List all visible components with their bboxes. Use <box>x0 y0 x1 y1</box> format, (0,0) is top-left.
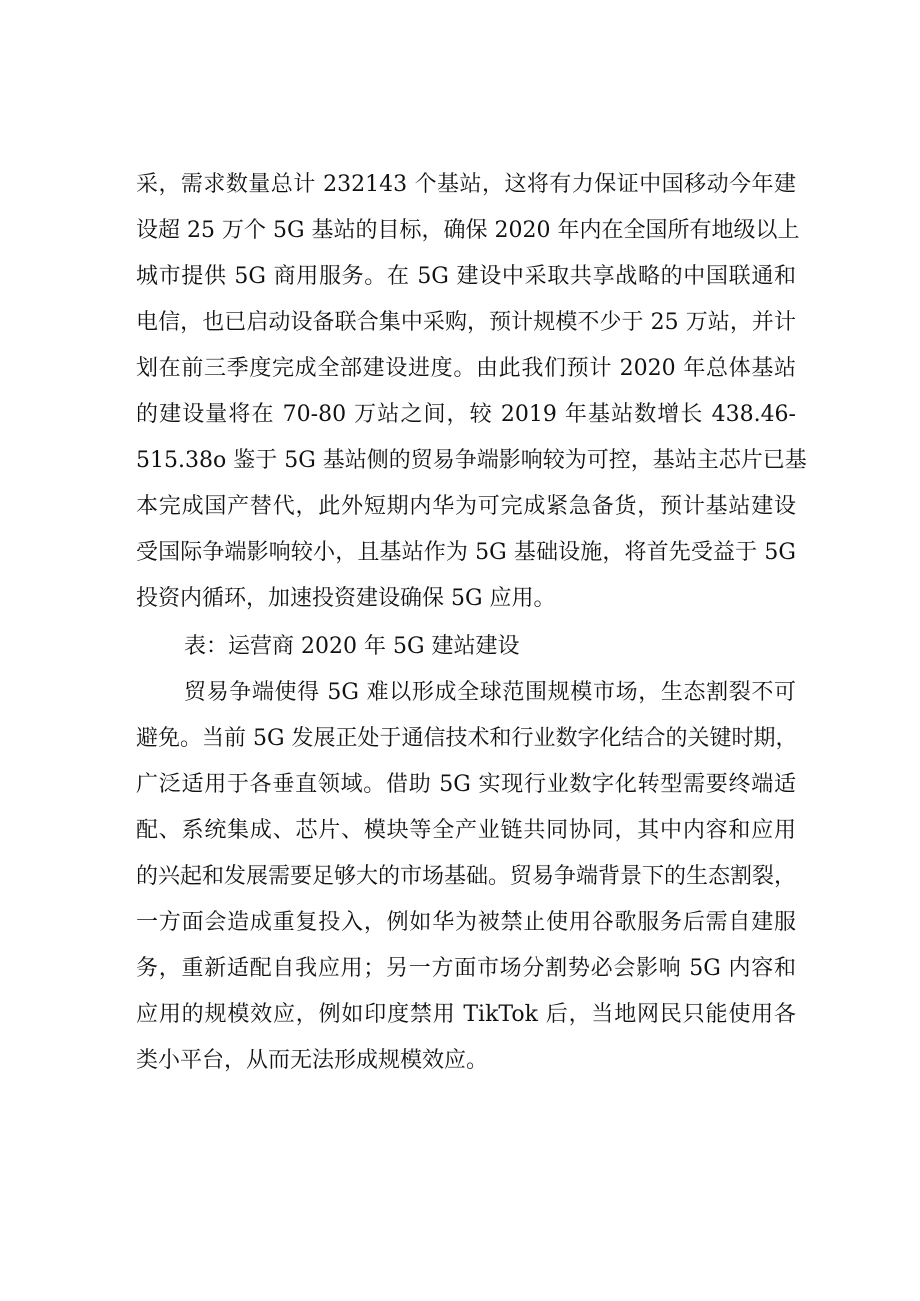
paragraph-1-line-9: 受国际争端影响较小，且基站作为 5G 基础设施，将首先受益于 5G <box>136 540 796 565</box>
paragraph-1-line-6: 的建设量将在 70-80 万站之间，较 2019 年基站数增长 438.46- <box>136 402 796 427</box>
paragraph-2-line-6: 一方面会造成重复投入，例如华为被禁止使用谷歌服务后需自建服 <box>136 910 796 935</box>
paragraph-2-line-5: 的兴起和发展需要足够大的市场基础。贸易争端背景下的生态割裂， <box>136 864 797 889</box>
paragraph-2-line-4: 配、系统集成、芯片、模块等全产业链共同协同，其中内容和应用 <box>136 818 796 843</box>
paragraph-1-line-5: 划在前三季度完成全部建设进度。由此我们预计 2020 年总体基站 <box>136 356 796 381</box>
paragraph-2-line-1: 贸易争端使得 5G 难以形成全球范围规模市场，生态割裂不可 <box>184 680 796 705</box>
paragraph-1-line-3: 城市提供 5G 商用服务。在 5G 建设中采取共享战略的中国联通和 <box>136 264 796 289</box>
paragraph-2-line-3: 广泛适用于各垂直领域。借助 5G 实现行业数字化转型需要终端适 <box>136 772 796 797</box>
paragraph-1-line-7: 515.38o 鉴于 5G 基站侧的贸易争端影响较为可控，基站主芯片已基 <box>136 448 807 473</box>
paragraph-2-line-7: 务，重新适配自我应用；另一方面市场分割势必会影响 5G 内容和 <box>136 956 796 981</box>
paragraph-1-line-2: 设超 25 万个 5G 基站的目标，确保 2020 年内在全国所有地级以上 <box>136 218 800 243</box>
table-caption: 表：运营商 2020 年 5G 建站建设 <box>184 634 520 659</box>
paragraph-1-line-4: 电信，也已启动设备联合集中采购，预计规模不少于 25 万站，并计 <box>136 310 796 335</box>
paragraph-1-line-1: 采，需求数量总计 232143 个基站，这将有力保证中国移动今年建 <box>136 172 796 197</box>
paragraph-1-line-10: 投资内循环，加速投资建设确保 5G 应用。 <box>136 586 556 611</box>
paragraph-1-line-8: 本完成国产替代，此外短期内华为可完成紧急备货，预计基站建设 <box>136 494 796 519</box>
paragraph-2-line-2: 避免。当前 5G 发展正处于通信技术和行业数字化结合的关键时期， <box>136 726 798 751</box>
paragraph-2-line-8: 应用的规模效应，例如印度禁用 TikTok 后，当地网民只能使用各 <box>136 1002 796 1027</box>
paragraph-2-line-9: 类小平台，从而无法形成规模效应。 <box>136 1048 489 1073</box>
